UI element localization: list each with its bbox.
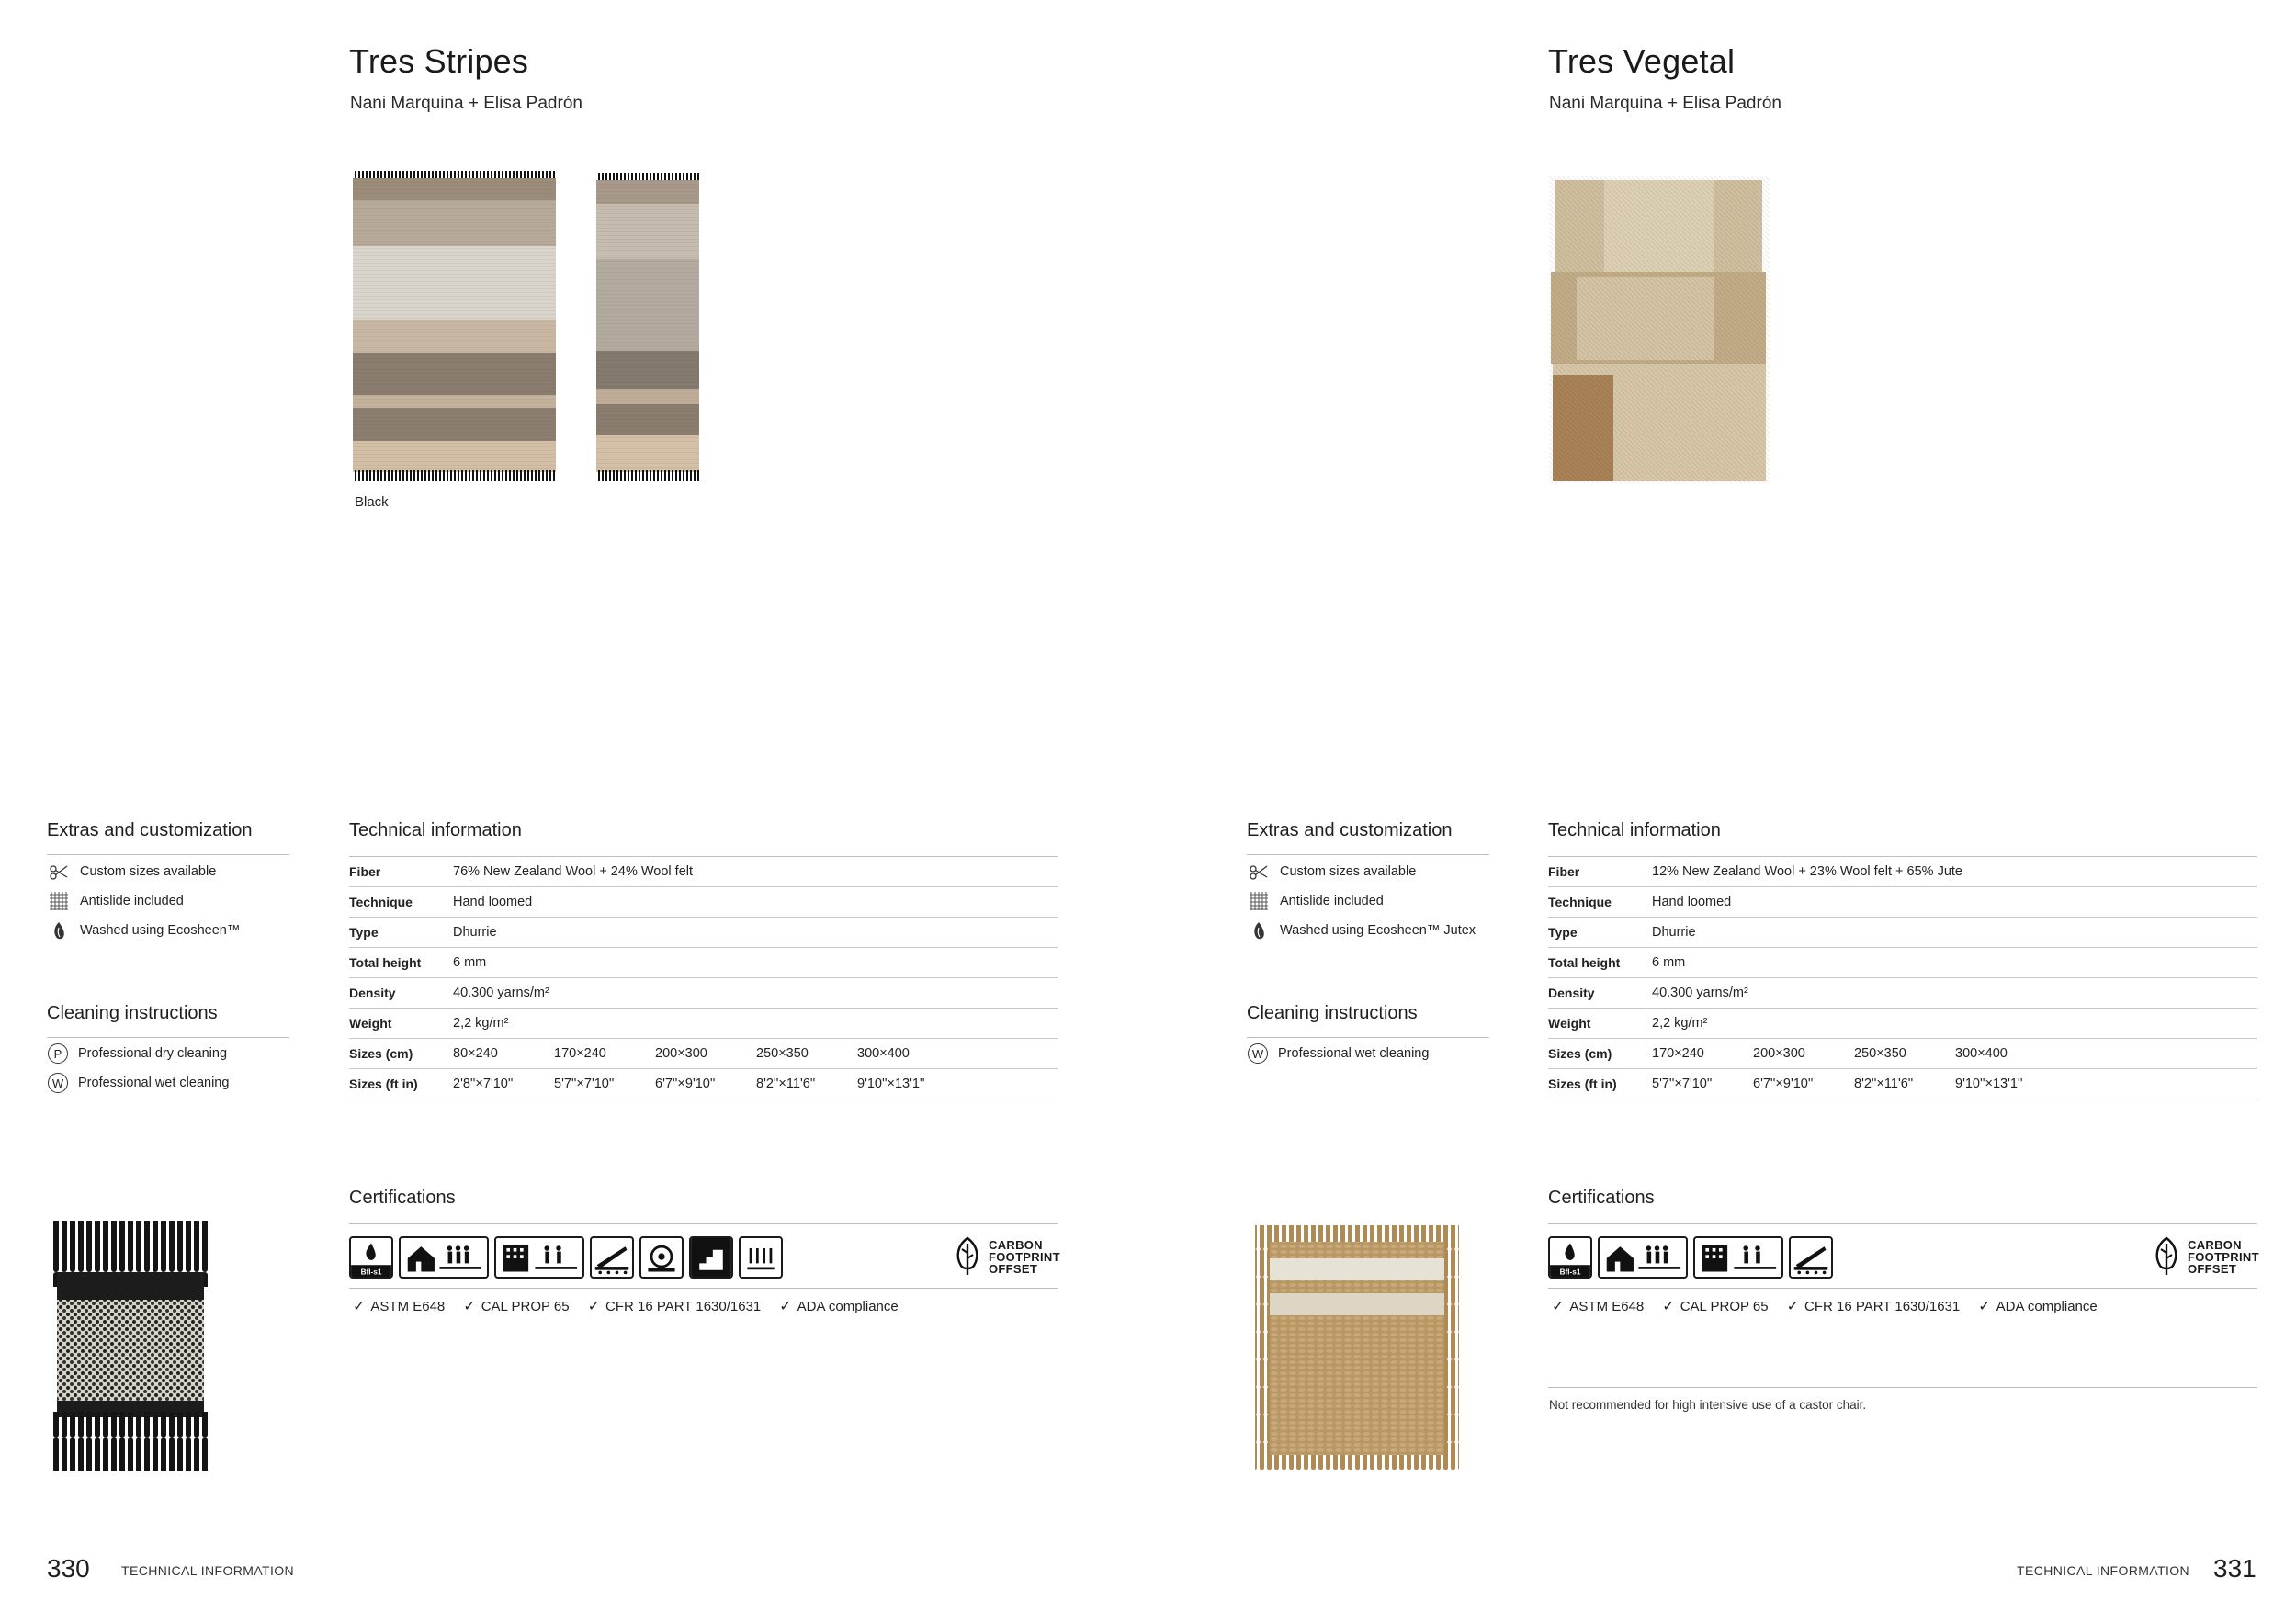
running-head: TECHNICAL INFORMATION: [121, 1563, 295, 1578]
grid-icon: [49, 891, 69, 911]
extra-label: Antislide included: [80, 894, 184, 908]
extra-label: Washed using Ecosheen™ Jutex: [1280, 923, 1476, 938]
extra-label: Washed using Ecosheen™: [80, 923, 241, 938]
row-value: 40.300 yarns/m²: [453, 978, 1058, 1009]
page-number: 331: [2213, 1554, 2256, 1583]
certification-icons: [349, 1236, 783, 1279]
compliance-item: [463, 1297, 569, 1315]
table-row-sizes-cm: [1548, 1039, 2257, 1069]
stairs-icon: [689, 1236, 733, 1279]
row-label: Fiber: [1548, 857, 1652, 887]
product-title: Tres Vegetal: [1548, 42, 1736, 80]
carbon-line: CARBON: [2188, 1237, 2242, 1252]
divider: [1548, 1223, 2257, 1224]
size-cell: 200×300: [655, 1039, 756, 1069]
row-value: Dhurrie: [453, 918, 1058, 948]
swatch-image: [1251, 1222, 1463, 1473]
carbon-line: OFFSET: [2188, 1261, 2237, 1276]
size-cell: 8'2''×11'6'': [756, 1069, 857, 1099]
castor-chair-icon: [590, 1236, 634, 1279]
carbon-line: FOOTPRINT: [2188, 1249, 2259, 1264]
page-number: 330: [47, 1554, 90, 1583]
size-cell: 8'2''×11'6'': [1854, 1069, 1955, 1099]
extras-title: Extras and customization: [1247, 820, 1453, 840]
table-row: [349, 918, 1058, 948]
extra-label: Custom sizes available: [80, 864, 217, 879]
cleaning-label: Professional wet cleaning: [78, 1076, 230, 1090]
row-label: Total height: [1548, 948, 1652, 978]
size-cell: 250×350: [1854, 1039, 1955, 1069]
cleaning-label: Professional dry cleaning: [78, 1046, 228, 1061]
table-row: [1548, 978, 2257, 1009]
table-row: [349, 978, 1058, 1009]
size-cell: 6'7''×9'10'': [1753, 1069, 1854, 1099]
row-label: Density: [1548, 978, 1652, 1009]
size-cell: 170×240: [1652, 1039, 1753, 1069]
compliance-item: [588, 1297, 762, 1315]
castor-chair-icon: [1789, 1236, 1833, 1279]
row-value: 40.300 yarns/m²: [1652, 978, 2257, 1009]
compliance-item: [1787, 1297, 1961, 1315]
dry-cleaning-icon: P: [48, 1043, 68, 1064]
carbon-offset-badge: [952, 1236, 1060, 1277]
row-value: 2,2 kg/m²: [453, 1009, 1058, 1039]
row-label: Type: [1548, 918, 1652, 948]
divider: [1548, 1288, 2257, 1289]
row-value: 12% New Zealand Wool + 23% Wool felt + 65% Jute: [1652, 857, 2257, 887]
check-icon: ✓: [1786, 1299, 1799, 1314]
table-row: [1548, 857, 2257, 887]
compliance-label: CFR 16 PART 1630/1631: [605, 1298, 762, 1314]
row-value: 76% New Zealand Wool + 24% Wool felt: [453, 857, 1058, 887]
extra-item: [1249, 891, 1384, 911]
row-label: Density: [349, 978, 453, 1009]
fire-rating-icon: [1548, 1236, 1592, 1279]
certification-icons: [1548, 1236, 1833, 1279]
check-icon: ✓: [1552, 1299, 1565, 1314]
technical-title: Technical information: [349, 820, 522, 840]
compliance-label: CFR 16 PART 1630/1631: [1804, 1298, 1961, 1314]
underfloor-heating-icon: [739, 1236, 783, 1279]
table-row: [349, 857, 1058, 887]
extra-item: [49, 891, 184, 911]
right-page: [1148, 0, 2296, 1623]
scissors-icon: [1249, 862, 1269, 882]
usage-note: Not recommended for high intensive use of a castor chair.: [1549, 1398, 1867, 1412]
wet-cleaning-icon: W: [1248, 1043, 1268, 1064]
compliance-label: CAL PROP 65: [1680, 1298, 1769, 1314]
carbon-line: FOOTPRINT: [989, 1249, 1060, 1264]
compliance-list: [1552, 1297, 2116, 1315]
cleaning-item: [1248, 1043, 1429, 1064]
compliance-item: [1662, 1297, 1768, 1315]
table-row: [1548, 887, 2257, 918]
cleaning-title: Cleaning instructions: [1247, 1003, 1418, 1023]
table-row: [349, 1009, 1058, 1039]
row-value: 2,2 kg/m²: [1652, 1009, 2257, 1039]
size-cell: 6'7''×9'10'': [655, 1069, 756, 1099]
compliance-label: ADA compliance: [797, 1298, 899, 1314]
extras-title: Extras and customization: [47, 820, 253, 840]
row-value: Hand loomed: [453, 887, 1058, 918]
size-cell: 250×350: [756, 1039, 857, 1069]
row-label: Weight: [1548, 1009, 1652, 1039]
row-value: Dhurrie: [1652, 918, 2257, 948]
row-label: Technique: [1548, 887, 1652, 918]
table-row: [349, 887, 1058, 918]
extra-item: [1249, 862, 1416, 882]
size-cell: 200×300: [1753, 1039, 1854, 1069]
row-label: Sizes (cm): [1548, 1039, 1652, 1069]
divider: [349, 1223, 1058, 1224]
row-label: Technique: [349, 887, 453, 918]
size-cell: 9'10''×13'1'': [857, 1069, 1058, 1099]
divider: [349, 1288, 1058, 1289]
technical-table: [1548, 857, 2257, 1099]
cleaning-item: [48, 1043, 227, 1064]
check-icon: ✓: [1978, 1299, 1991, 1314]
certifications-title: Certifications: [349, 1188, 456, 1208]
carbon-line: OFFSET: [989, 1261, 1038, 1276]
check-icon: ✓: [587, 1299, 600, 1314]
fire-rating-icon: [349, 1236, 393, 1279]
color-caption: Black: [355, 494, 389, 510]
cleaning-label: Professional wet cleaning: [1278, 1046, 1430, 1061]
table-row-sizes-ft: [349, 1069, 1058, 1099]
table-row: [1548, 1009, 2257, 1039]
leaf-icon: [2151, 1236, 2182, 1277]
scissors-icon: [49, 862, 69, 882]
cleaning-item: [48, 1073, 229, 1093]
compliance-item: [353, 1297, 445, 1315]
row-label: Sizes (ft in): [1548, 1069, 1652, 1099]
certifications-title: Certifications: [1548, 1188, 1655, 1208]
extra-item: [49, 862, 216, 882]
divider: [1548, 1387, 2257, 1388]
leaf-icon: [952, 1236, 983, 1277]
residential-use-icon: [399, 1236, 489, 1279]
compliance-label: CAL PROP 65: [481, 1298, 570, 1314]
check-icon: ✓: [353, 1299, 366, 1314]
size-cell: 2'8''×7'10'': [453, 1069, 554, 1099]
size-cell: 80×240: [453, 1039, 554, 1069]
extra-item: [1249, 920, 1476, 941]
row-value: 6 mm: [453, 948, 1058, 978]
divider: [1247, 854, 1489, 855]
table-row: [349, 948, 1058, 978]
row-label: Type: [349, 918, 453, 948]
check-icon: ✓: [779, 1299, 792, 1314]
check-icon: ✓: [463, 1299, 476, 1314]
row-label: Sizes (ft in): [349, 1069, 453, 1099]
carbon-line: CARBON: [989, 1237, 1043, 1252]
compliance-item: [779, 1297, 898, 1315]
technical-title: Technical information: [1548, 820, 1721, 840]
wet-cleaning-icon: W: [48, 1073, 68, 1093]
rug-image-stack: [1549, 176, 1770, 483]
compliance-label: ASTM E648: [370, 1298, 446, 1314]
grid-icon: [1249, 891, 1269, 911]
rug-image-large: [351, 171, 558, 481]
compliance-item: [1978, 1297, 2097, 1315]
svg-text:Bfl-s1: Bfl-s1: [1559, 1268, 1581, 1277]
ecosheen-icon: [49, 920, 69, 941]
running-head: TECHNICAL INFORMATION: [2017, 1563, 2190, 1578]
size-cell: 300×400: [1955, 1039, 2257, 1069]
extra-item: [49, 920, 240, 941]
row-label: Fiber: [349, 857, 453, 887]
compliance-item: [1552, 1297, 1644, 1315]
size-cell: 5'7''×7'10'': [554, 1069, 655, 1099]
size-cell: 9'10''×13'1'': [1955, 1069, 2257, 1099]
product-designer: Nani Marquina + Elisa Padrón: [350, 94, 582, 113]
vacuum-icon: [639, 1236, 684, 1279]
commercial-use-icon: [494, 1236, 584, 1279]
extra-label: Custom sizes available: [1280, 864, 1417, 879]
compliance-label: ASTM E648: [1569, 1298, 1645, 1314]
row-value: 6 mm: [1652, 948, 2257, 978]
svg-text:Bfl-s1: Bfl-s1: [360, 1268, 382, 1277]
size-cell: 300×400: [857, 1039, 1058, 1069]
commercial-use-icon: [1693, 1236, 1783, 1279]
divider: [47, 1037, 289, 1038]
table-row: [1548, 948, 2257, 978]
table-row-sizes-ft: [1548, 1069, 2257, 1099]
table-row: [1548, 918, 2257, 948]
divider: [1247, 1037, 1489, 1038]
divider: [47, 854, 289, 855]
row-label: Total height: [349, 948, 453, 978]
ecosheen-icon: [1249, 920, 1269, 941]
row-label: Weight: [349, 1009, 453, 1039]
product-designer: Nani Marquina + Elisa Padrón: [1549, 94, 1781, 113]
row-label: Sizes (cm): [349, 1039, 453, 1069]
row-value: Hand loomed: [1652, 887, 2257, 918]
extra-label: Antislide included: [1280, 894, 1384, 908]
carbon-offset-badge: [2151, 1236, 2259, 1277]
technical-table: [349, 857, 1058, 1099]
compliance-list: [353, 1297, 917, 1315]
table-row-sizes-cm: [349, 1039, 1058, 1069]
check-icon: ✓: [1662, 1299, 1675, 1314]
size-cell: 170×240: [554, 1039, 655, 1069]
size-cell: 5'7''×7'10'': [1652, 1069, 1753, 1099]
residential-use-icon: [1598, 1236, 1688, 1279]
rug-image-runner: [594, 173, 705, 481]
swatch-image: [44, 1217, 214, 1474]
cleaning-title: Cleaning instructions: [47, 1003, 218, 1023]
compliance-label: ADA compliance: [1996, 1298, 2098, 1314]
product-title: Tres Stripes: [349, 42, 529, 80]
